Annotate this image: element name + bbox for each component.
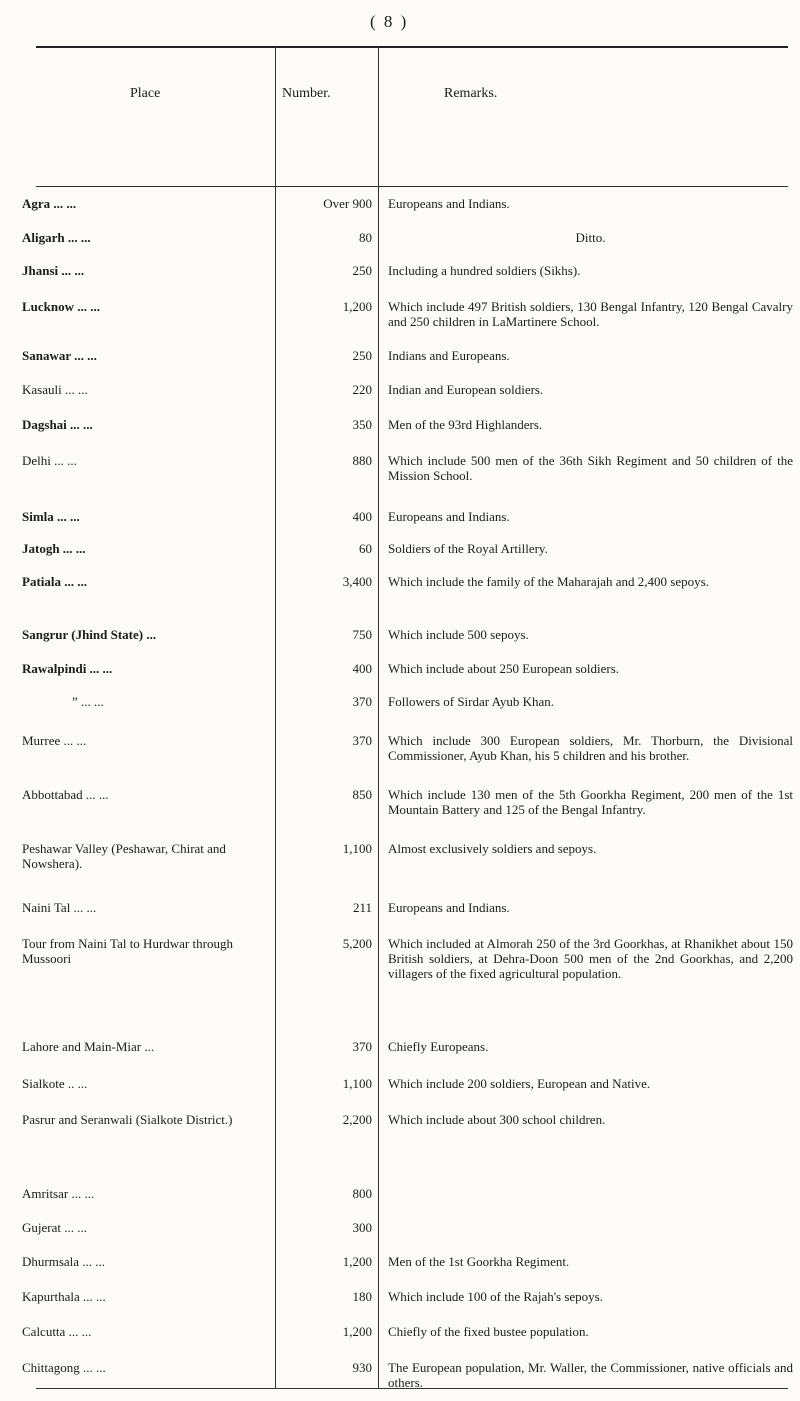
place-cell: Naini Tal ... ...	[22, 900, 97, 915]
place-cell: Dagshai ... ...	[22, 417, 93, 432]
remarks-cell: Chiefly of the fixed bustee population.	[388, 1324, 589, 1339]
remarks-cell: Which include the family of the Maharajah and 2,400 sepoys.	[388, 574, 709, 589]
number-cell: 1,200	[342, 1324, 372, 1339]
number-cell: 750	[352, 627, 372, 642]
number-cell: 300	[352, 1220, 372, 1235]
place-cell: Amritsar ... ...	[22, 1186, 95, 1201]
place-cell: Kasauli ... ...	[22, 382, 88, 397]
remarks-cell: Which include about 300 school children.	[388, 1112, 606, 1127]
remarks-cell: Europeans and Indians.	[388, 509, 510, 524]
table-header	[20, 46, 792, 166]
remarks-cell: Which include 130 men of the 5th Goorkha Regiment, 200 men of the 1st Mountain Battery and 125 of the Bengal Infantry.	[388, 787, 793, 817]
number-cell: 370	[352, 733, 372, 748]
header-remarks: Remarks.	[444, 86, 498, 101]
place-cell: Calcutta ... ...	[22, 1324, 92, 1339]
number-cell: 370	[352, 694, 372, 709]
remarks-cell: Soldiers of the Royal Artillery.	[388, 541, 548, 556]
column-divider	[275, 46, 276, 1388]
place-cell: Gujerat ... ...	[22, 1220, 87, 1235]
page-number: ( 8 )	[370, 12, 409, 31]
remarks-cell: The European population, Mr. Waller, the Commissioner, native officials and others.	[388, 1360, 793, 1390]
place-cell: ” ... ...	[72, 694, 104, 709]
remarks-cell: Almost exclusively soldiers and sepoys.	[388, 841, 597, 856]
remarks-cell: Which include 300 European soldiers, Mr. Thorburn, the Divisional Commissioner, Ayub Khan, his 5 children and his brother.	[388, 733, 793, 763]
remarks-cell: Europeans and Indians.	[388, 900, 510, 915]
number-cell: 60	[359, 541, 372, 556]
place-cell: Sanawar ... ...	[22, 348, 97, 363]
number-cell: Over 900	[323, 196, 372, 211]
place-cell: Pasrur and Seranwali (Sialkote District.)	[22, 1112, 233, 1127]
number-cell: 1,100	[342, 1076, 372, 1091]
remarks-cell: Followers of Sirdar Ayub Khan.	[388, 694, 554, 709]
number-cell: 350	[352, 417, 372, 432]
place-cell: Rawalpindi ... ...	[22, 661, 113, 676]
remarks-cell: Ditto.	[575, 230, 606, 245]
place-cell: Tour from Naini Tal to Hurdwar through Mussoori	[22, 936, 233, 966]
remarks-cell: Men of the 1st Goorkha Regiment.	[388, 1254, 570, 1269]
number-cell: 180	[352, 1289, 372, 1304]
place-cell: Patiala ... ...	[22, 574, 87, 589]
place-cell: Kapurthala ... ...	[22, 1289, 106, 1304]
number-cell: 220	[352, 382, 372, 397]
place-cell: Peshawar Valley (Peshawar, Chirat and Nowshera).	[22, 841, 226, 871]
remarks-cell: Europeans and Indians.	[388, 196, 510, 211]
column-divider	[378, 46, 379, 1388]
header-rule	[36, 186, 788, 187]
remarks-cell: Men of the 93rd Highlanders.	[388, 417, 543, 432]
place-cell: Jatogh ... ...	[22, 541, 86, 556]
place-cell: Sangrur (Jhind State) ...	[22, 627, 157, 642]
place-cell: Delhi ... ...	[22, 453, 77, 468]
number-cell: 80	[359, 230, 372, 245]
place-cell: Agra ... ...	[22, 196, 77, 211]
place-cell: Lucknow ... ...	[22, 299, 101, 314]
remarks-cell: Which include 200 soldiers, European and Native.	[388, 1076, 651, 1091]
number-cell: 250	[352, 348, 372, 363]
number-cell: 1,200	[342, 1254, 372, 1269]
number-cell: 800	[352, 1186, 372, 1201]
remarks-cell: Which include about 250 European soldiers.	[388, 661, 620, 676]
number-cell: 250	[352, 263, 372, 278]
number-cell: 880	[352, 453, 372, 468]
place-cell: Lahore and Main-Miar ...	[22, 1039, 155, 1054]
remarks-cell: Indian and European soldiers.	[388, 382, 544, 397]
remarks-cell: Indians and Europeans.	[388, 348, 510, 363]
remarks-cell: Chiefly Europeans.	[388, 1039, 489, 1054]
number-cell: 1,100	[342, 841, 372, 856]
number-cell: 400	[352, 661, 372, 676]
place-cell: Murree ... ...	[22, 733, 87, 748]
remarks-cell: Which include 497 British soldiers, 130 Bengal Infantry, 120 Bengal Cavalry and 250 children in LaMartinere School.	[388, 299, 793, 329]
number-cell: 1,200	[342, 299, 372, 314]
number-cell: 3,400	[342, 574, 372, 589]
header-number: Number.	[282, 86, 331, 101]
remarks-cell: Which include 500 men of the 36th Sikh Regiment and 50 children of the Mission School.	[388, 453, 793, 483]
place-cell: Chittagong ... ...	[22, 1360, 106, 1375]
place-cell: Dhurmsala ... ...	[22, 1254, 106, 1269]
number-cell: 930	[352, 1360, 372, 1375]
remarks-cell: Including a hundred soldiers (Sikhs).	[388, 263, 581, 278]
header-place: Place	[130, 86, 161, 101]
place-cell: Abbottabad ... ...	[22, 787, 109, 802]
number-cell: 850	[352, 787, 372, 802]
remarks-cell: Which included at Almorah 250 of the 3rd Goorkhas, at Rhanikhet about 150 British soldiers, at Dehra-Doon 500 men of the 2nd Goorkhas, and 2,200 villagers of the fixed agricultural population.	[388, 936, 793, 981]
place-cell: Jhansi ... ...	[22, 263, 85, 278]
number-cell: 5,200	[342, 936, 372, 951]
place-cell: Sialkote .. ...	[22, 1076, 88, 1091]
remarks-cell: Which include 500 sepoys.	[388, 627, 529, 642]
place-cell: Aligarh ... ...	[22, 230, 91, 245]
remarks-cell: Which include 100 of the Rajah's sepoys.	[388, 1289, 603, 1304]
place-cell: Simla ... ...	[22, 509, 80, 524]
number-cell: 211	[352, 900, 372, 915]
number-cell: 2,200	[342, 1112, 372, 1127]
number-cell: 370	[352, 1039, 372, 1054]
number-cell: 400	[352, 509, 372, 524]
